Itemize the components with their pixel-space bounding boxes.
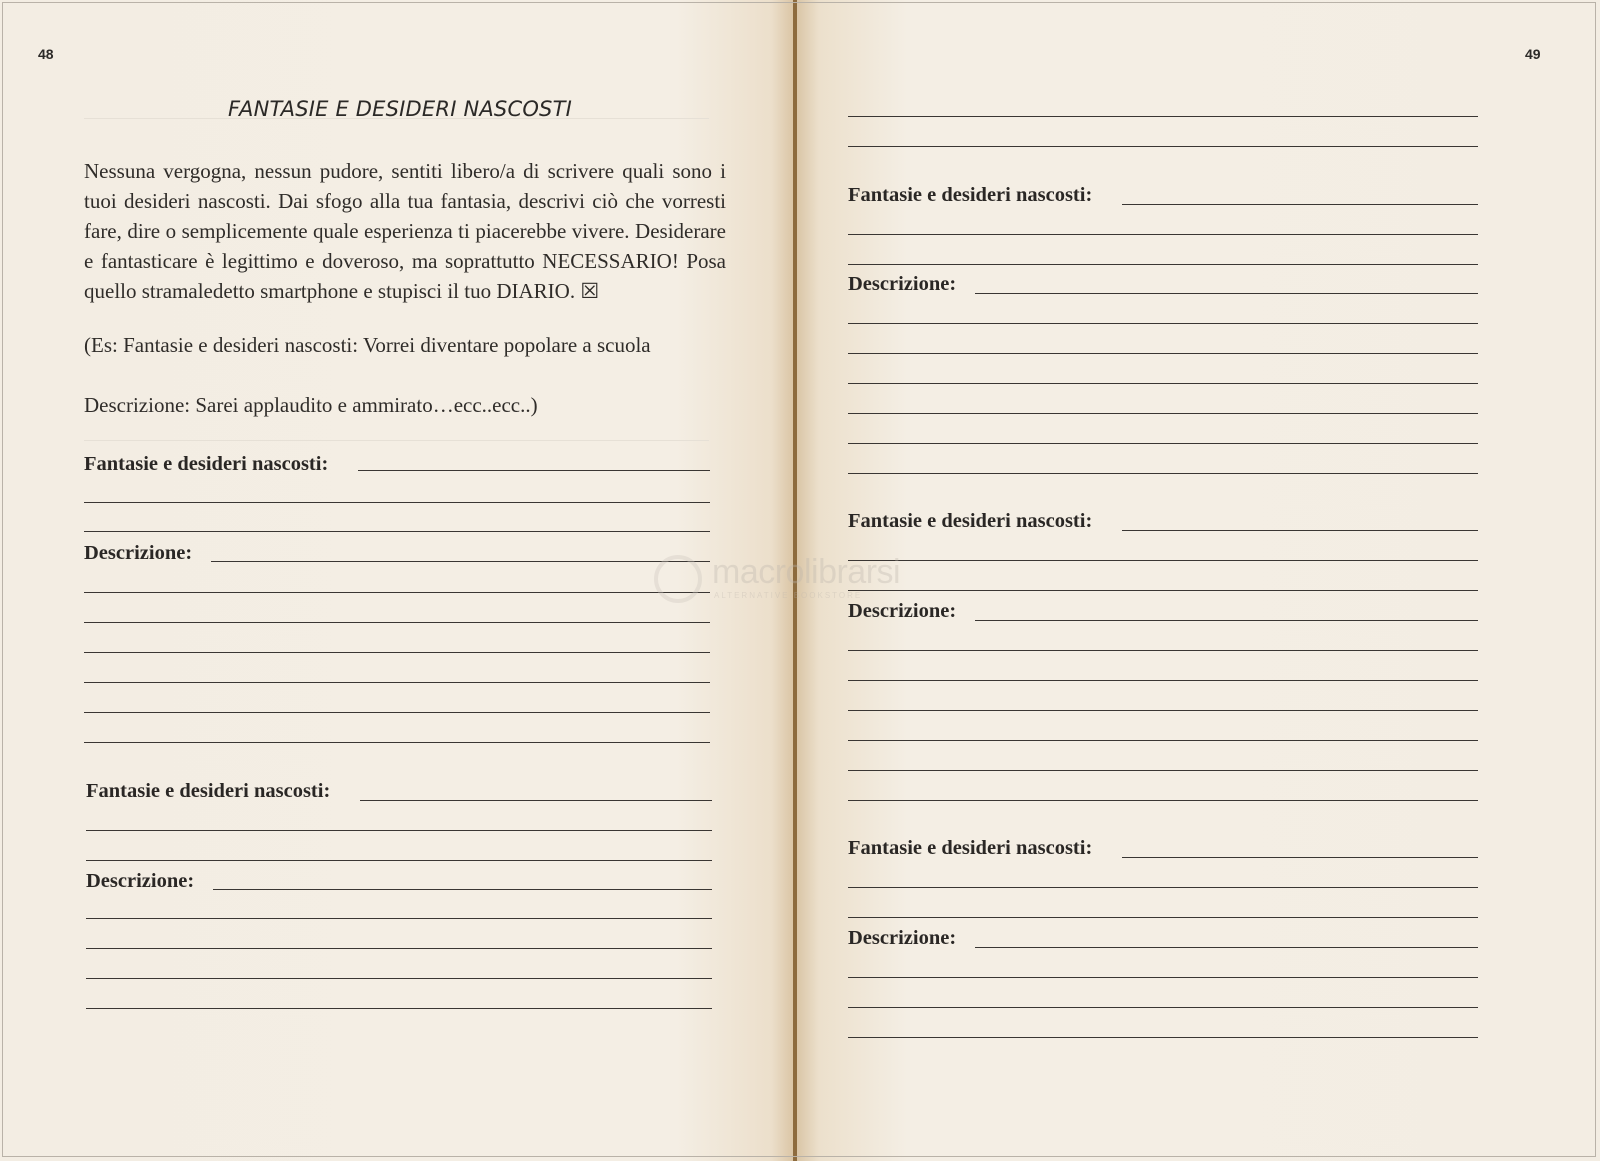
- page-number-left: 48: [38, 46, 54, 62]
- fantasy-write-line[interactable]: [1122, 530, 1478, 531]
- write-line[interactable]: [848, 977, 1478, 978]
- fantasy-write-line[interactable]: [360, 800, 712, 801]
- fantasy-label: Fantasie e desideri nascosti:: [848, 510, 1093, 532]
- fantasy-write-line[interactable]: [358, 470, 710, 471]
- fantasy-label: Fantasie e desideri nascosti:: [86, 780, 331, 802]
- write-line[interactable]: [84, 592, 710, 593]
- write-line[interactable]: [848, 560, 1478, 561]
- fantasy-write-line[interactable]: [1122, 857, 1478, 858]
- description-write-line[interactable]: [975, 620, 1478, 621]
- page-number-right: 49: [1525, 46, 1541, 62]
- description-write-line[interactable]: [211, 561, 710, 562]
- write-line[interactable]: [848, 116, 1478, 117]
- description-label: Descrizione:: [848, 927, 957, 949]
- intro-paragraph: Nessuna vergogna, nessun pudore, sentiti libero/a di scrivere quali sono i tuoi desideri nascosti. Dai sfogo alla tua fantasia, descrivi ciò che vorresti fare, dire o semplicemente quale esperienza ti piacerebbe vivere. Desiderare e fantasticare è legittimo e doveroso, ma soprattutto NECESSARIO! Posa quello stramaledetto smartphone e stupisci il tuo DIARIO. ☒: [84, 159, 726, 303]
- write-line[interactable]: [848, 234, 1478, 235]
- write-line[interactable]: [848, 590, 1478, 591]
- description-write-line[interactable]: [975, 947, 1478, 948]
- write-line[interactable]: [848, 323, 1478, 324]
- write-line[interactable]: [848, 770, 1478, 771]
- write-line[interactable]: [84, 682, 710, 683]
- fantasy-label: Fantasie e desideri nascosti:: [848, 184, 1093, 206]
- write-line[interactable]: [848, 1037, 1478, 1038]
- write-line[interactable]: [84, 502, 710, 503]
- fantasy-label: Fantasie e desideri nascosti:: [84, 453, 329, 475]
- write-line[interactable]: [848, 650, 1478, 651]
- watermark-brand: macrolibrarsi: [712, 553, 901, 591]
- description-label: Descrizione:: [848, 273, 957, 295]
- fantasy-write-line[interactable]: [1122, 204, 1478, 205]
- write-line[interactable]: [84, 712, 710, 713]
- write-line[interactable]: [848, 887, 1478, 888]
- write-line[interactable]: [86, 948, 712, 949]
- description-write-line[interactable]: [975, 293, 1478, 294]
- description-label: Descrizione:: [86, 870, 195, 892]
- write-line[interactable]: [86, 1008, 712, 1009]
- write-line[interactable]: [848, 146, 1478, 147]
- example-line-1: (Es: Fantasie e desideri nascosti: Vorrei diventare popolare a scuola: [84, 333, 651, 357]
- fantasy-label: Fantasie e desideri nascosti:: [848, 837, 1093, 859]
- write-line[interactable]: [848, 680, 1478, 681]
- watermark-tagline: ALTERNATIVE BOOKSTORE: [714, 591, 863, 600]
- write-line[interactable]: [848, 710, 1478, 711]
- description-write-line[interactable]: [213, 889, 712, 890]
- description-label: Descrizione:: [848, 600, 957, 622]
- write-line[interactable]: [848, 917, 1478, 918]
- write-line[interactable]: [848, 353, 1478, 354]
- write-line[interactable]: [86, 978, 712, 979]
- description-label: Descrizione:: [84, 542, 193, 564]
- write-line[interactable]: [848, 443, 1478, 444]
- write-line[interactable]: [86, 918, 712, 919]
- write-line[interactable]: [84, 622, 710, 623]
- write-line[interactable]: [848, 383, 1478, 384]
- write-line[interactable]: [84, 652, 710, 653]
- page-title: FANTASIE E DESIDERI NASCOSTI: [228, 97, 573, 121]
- write-line[interactable]: [848, 740, 1478, 741]
- write-line[interactable]: [848, 800, 1478, 801]
- example-line-2: Descrizione: Sarei applaudito e ammirato…ecc..ecc..): [84, 393, 538, 417]
- write-line[interactable]: [84, 531, 710, 532]
- write-line[interactable]: [848, 413, 1478, 414]
- right-page: [795, 0, 1600, 1161]
- write-line[interactable]: [84, 742, 710, 743]
- write-line[interactable]: [86, 830, 712, 831]
- write-line[interactable]: [848, 264, 1478, 265]
- write-line[interactable]: [848, 1007, 1478, 1008]
- book-gutter: [793, 0, 797, 1161]
- write-line[interactable]: [848, 473, 1478, 474]
- write-line[interactable]: [86, 860, 712, 861]
- left-page: [0, 0, 795, 1161]
